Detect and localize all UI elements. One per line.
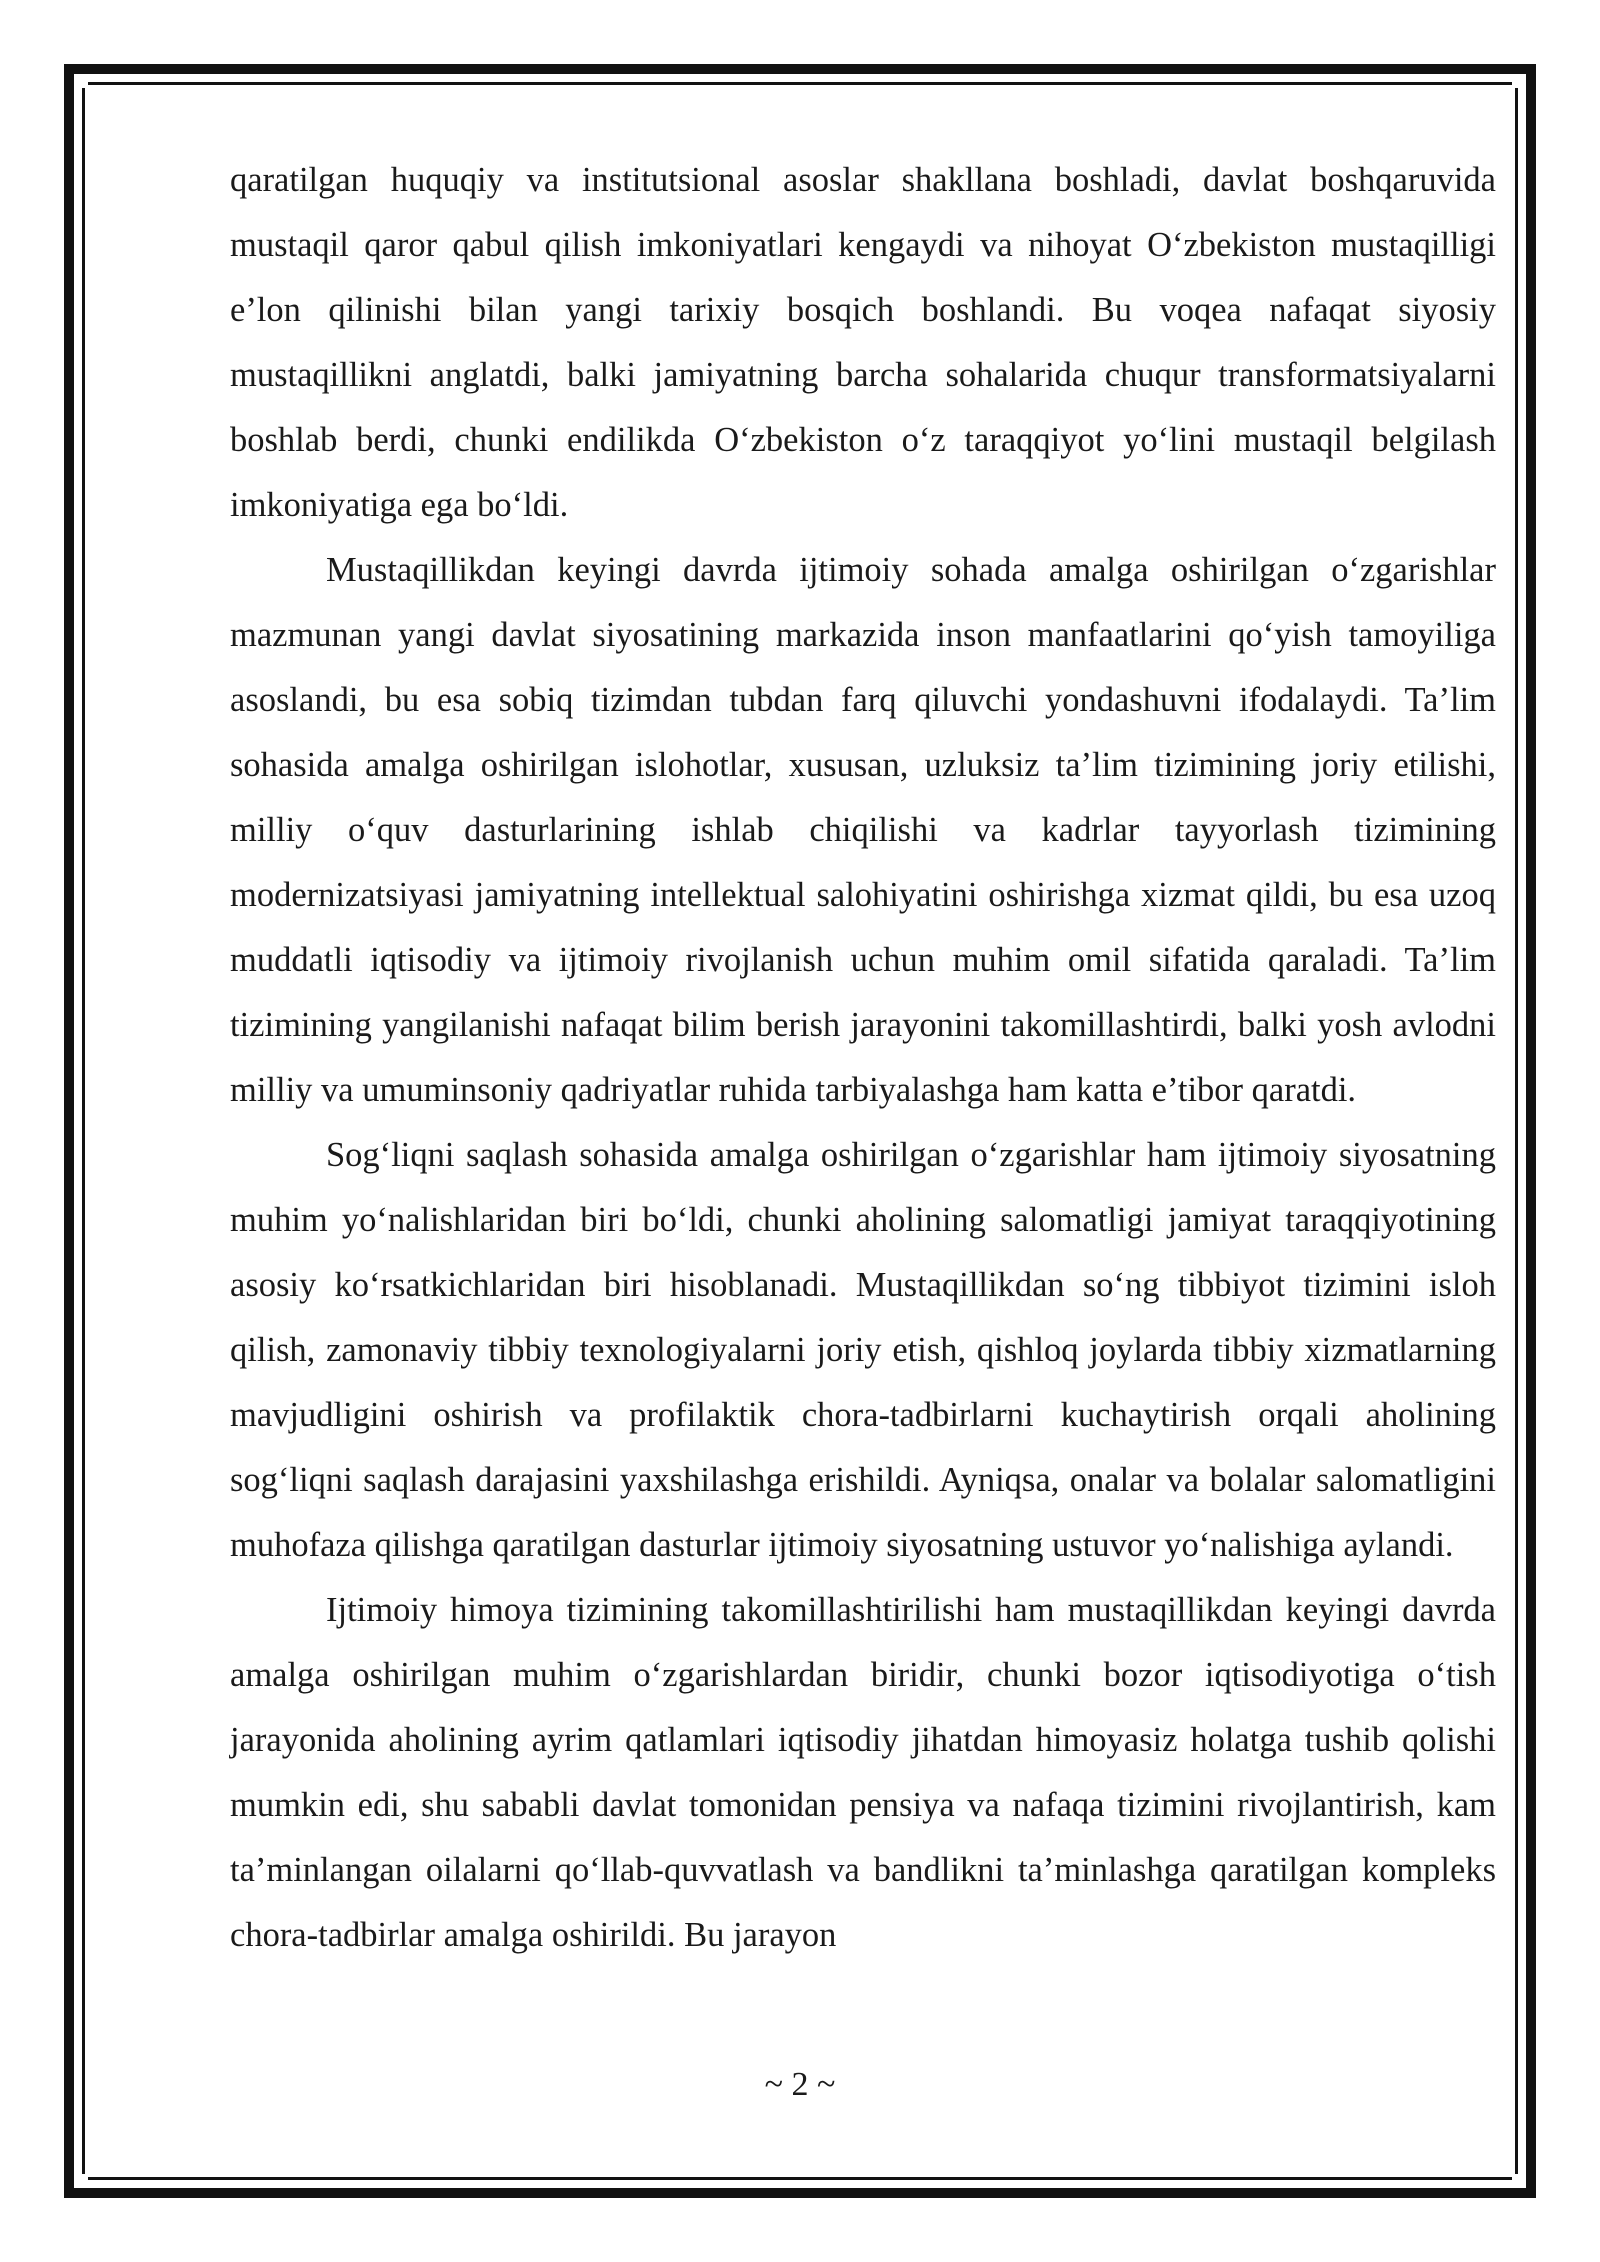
border-corner-bottom-left xyxy=(58,2174,88,2204)
paragraph-continued: qaratilgan huquqiy va institutsional asoslar shakllana boshladi, davlat boshqaruvida mustaqil qaror qabul qilish imkoniyatlari kengaydi va nihoyat O‘zbekiston mustaqilligi e’lon qilinishi bilan yangi tarixiy bosqich boshlandi. Bu voqea nafaqat siyosiy mustaqillikni anglatdi, balki jamiyatning barcha sohalarida chuqur transformatsiyalarni boshlab berdi, chunki endilikda O‘zbekiston o‘z taraqqiyot yo‘lini mustaqil belgilash imkoniyatiga ega bo‘ldi. xyxy=(230,161,1496,524)
page-number: ~ 2 ~ xyxy=(764,2066,836,2103)
paragraph: Ijtimoiy himoya tizimining takomillashtirilishi ham mustaqillikdan keyingi davrda amalga oshirilgan muhim o‘zgarishlardan biridir, chunki bozor iqtisodiyotiga o‘tish jarayonida aholining ayrim qatlamlari iqtisodiy jihatdan himoyasiz holatga tushib qolishi mumkin edi, shu sababli davlat tomonidan pensiya va nafaqa tizimini rivojlantirish, kam ta’minlangan oilalarni qo‘llab-quvvatlash va bandlikni ta’minlashga qaratilgan kompleks chora-tadbirlar amalga oshirildi. Bu jarayon xyxy=(230,1591,1496,1954)
document-body xyxy=(230,148,1496,1968)
border-corner-bottom-right xyxy=(1512,2174,1542,2204)
paragraph: Mustaqillikdan keyingi davrda ijtimoiy sohada amalga oshirilgan o‘zgarishlar mazmunan yangi davlat siyosatining markazida inson manfaatlarini qo‘yish tamoyiliga asoslandi, bu esa sobiq tizimdan tubdan farq qiluvchi yondashuvni ifodalaydi. Ta’lim sohasida amalga oshirilgan islohotlar, xususan, uzluksiz ta’lim tizimining joriy etilishi, milliy o‘quv dasturlarining ishlab chiqilishi va kadrlar tayyorlash tizimining modernizatsiyasi jamiyatning intellektual salohiyatini oshirishga xizmat qildi, bu esa uzoq muddatli iqtisodiy va ijtimoiy rivojlanish uchun muhim omil sifatida qaraladi. Ta’lim tizimining yangilanishi nafaqat bilim berish jarayonini takomillashtirdi, balki yosh avlodni milliy va umuminsoniy qadriyatlar ruhida tarbiyalashga ham katta e’tibor qaratdi. xyxy=(230,551,1496,1109)
paragraph: Sog‘liqni saqlash sohasida amalga oshirilgan o‘zgarishlar ham ijtimoiy siyosatning muhim yo‘nalishlaridan biri bo‘ldi, chunki aholining salomatligi jamiyat taraqqiyotining asosiy ko‘rsatkichlaridan biri hisoblanadi. Mustaqillikdan so‘ng tibbiyot tizimini isloh qilish, zamonaviy tibbiy texnologiyalarni joriy etish, qishloq joylarda tibbiy xizmatlarning mavjudligini oshirish va profilaktik chora-tadbirlarni kuchaytirish orqali aholining sog‘liqni saqlash darajasini yaxshilashga erishildi. Ayniqsa, onalar va bolalar salomatligini muhofaza qilishga qaratilgan dasturlar ijtimoiy siyosatning ustuvor yo‘nalishiga aylandi. xyxy=(230,1136,1496,1564)
border-corner-top-left xyxy=(58,58,88,88)
border-corner-top-right xyxy=(1512,58,1542,88)
